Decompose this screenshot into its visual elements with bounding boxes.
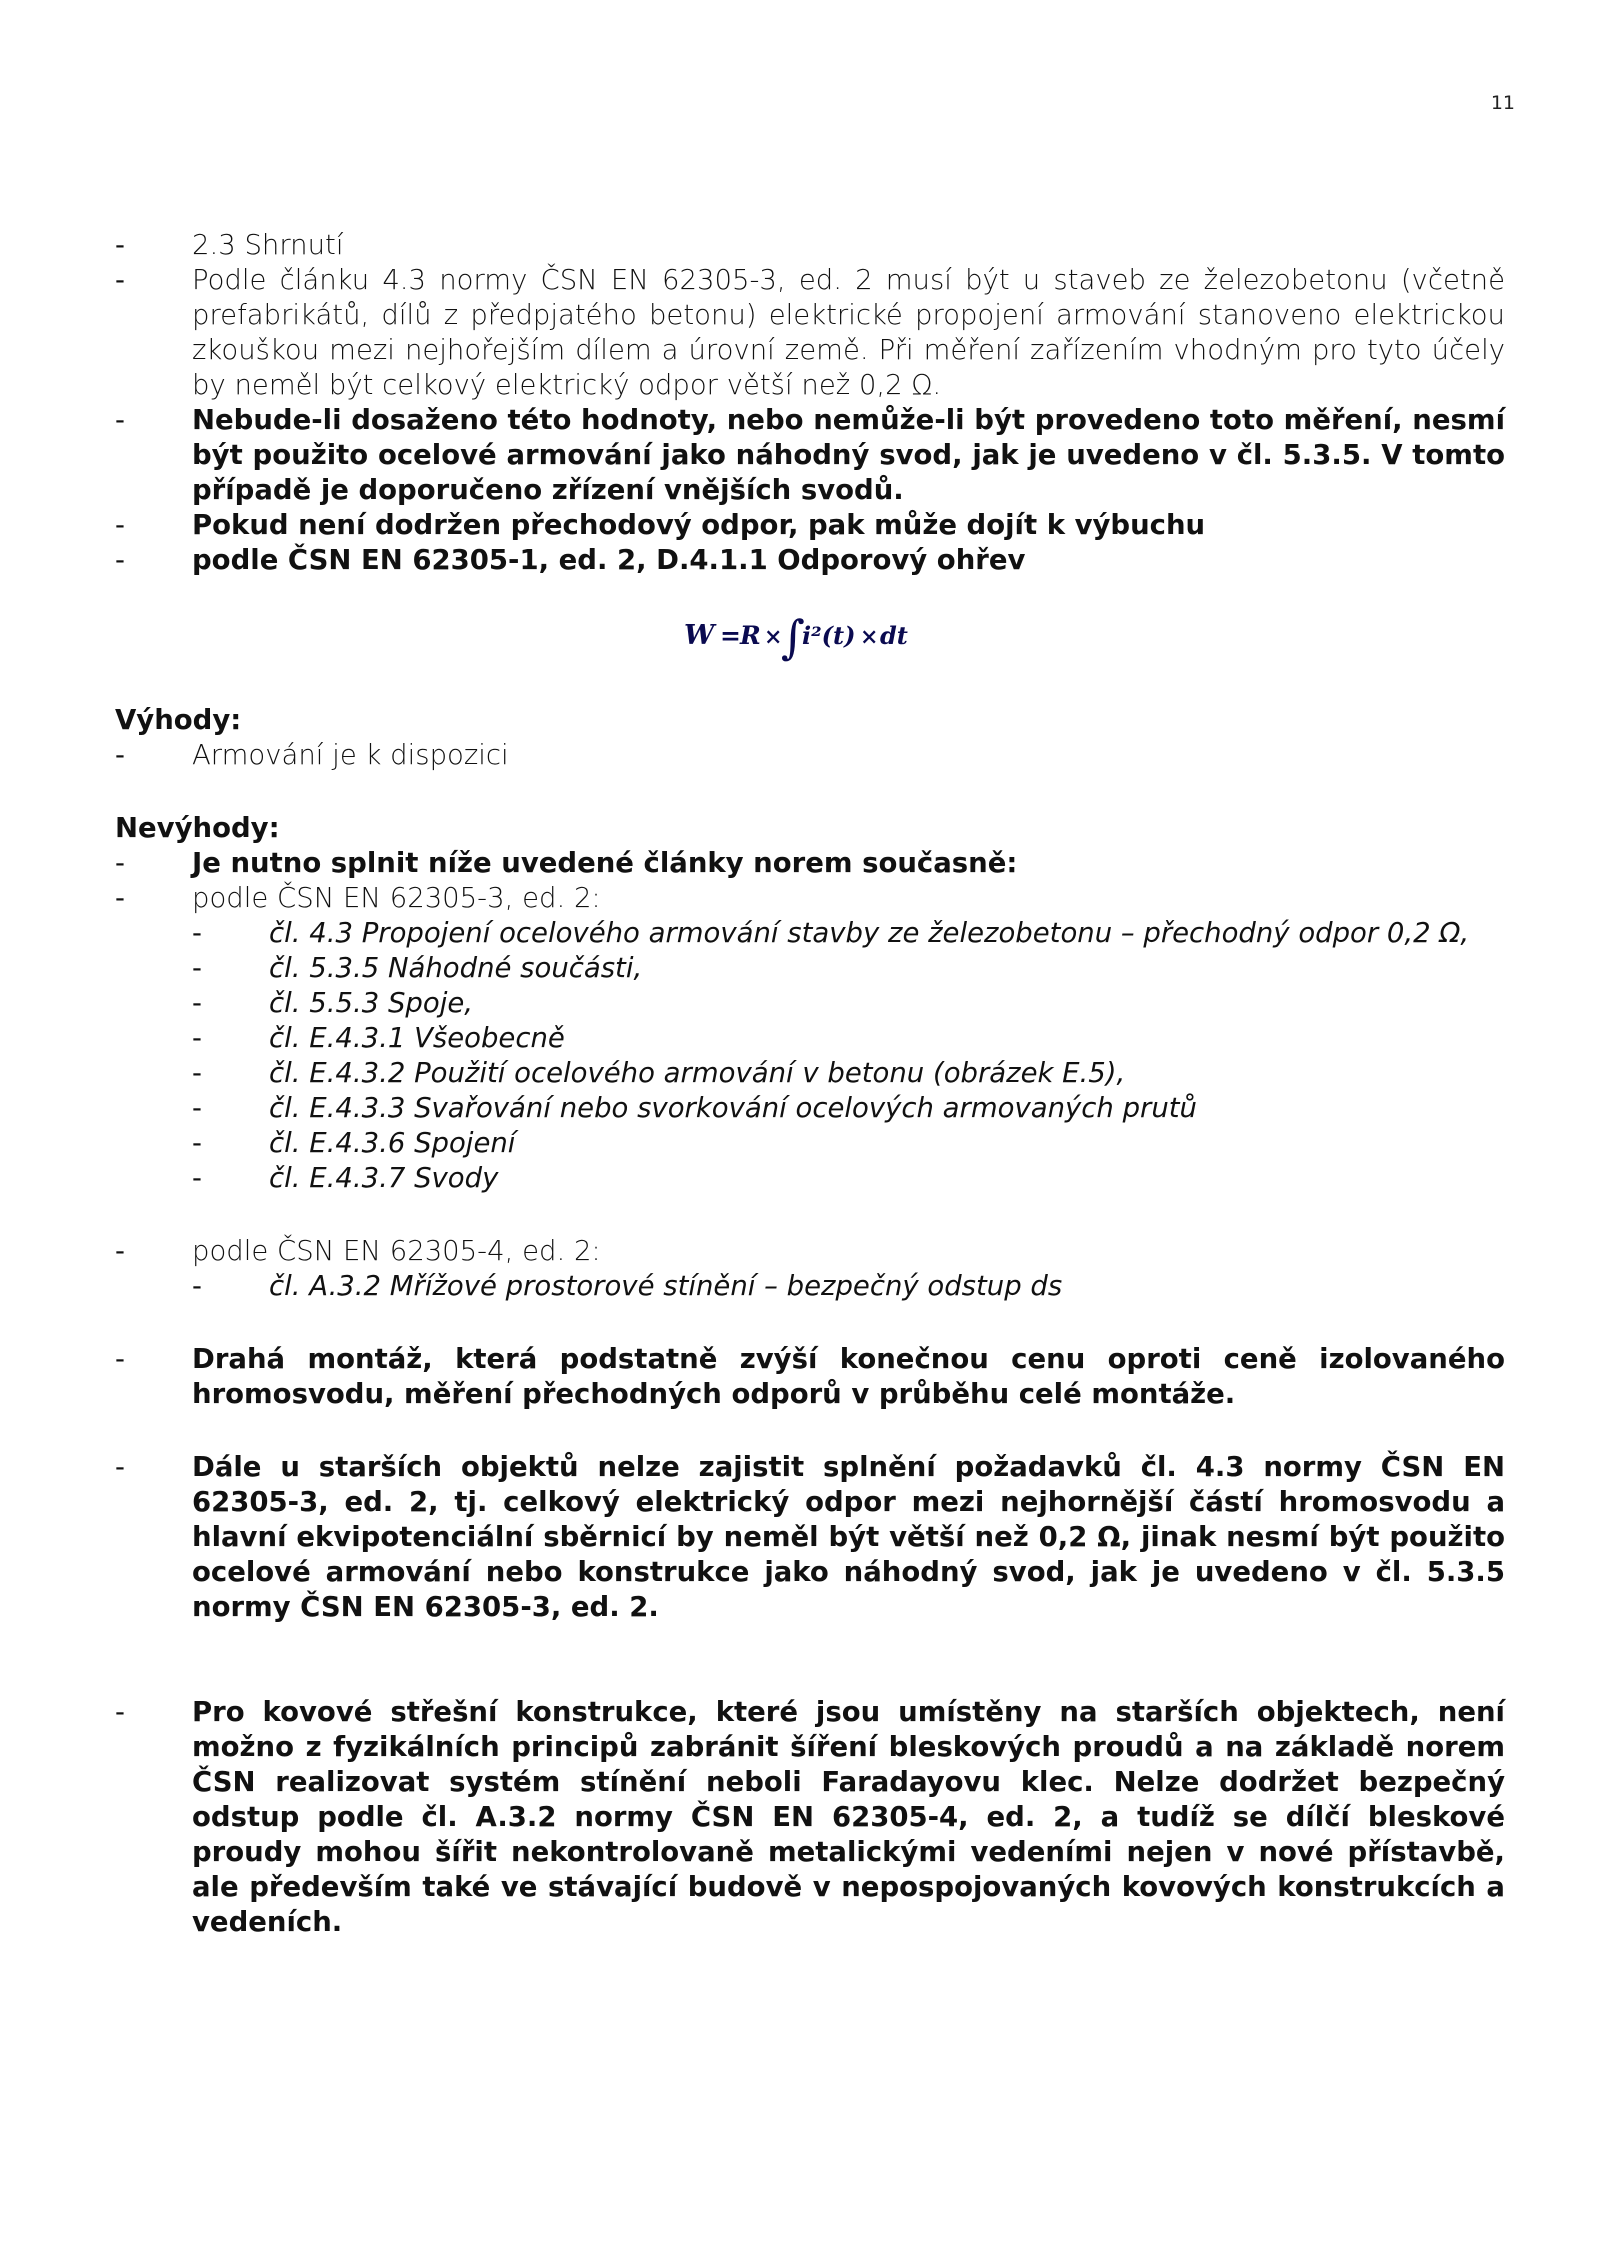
list-dash: - — [115, 544, 125, 576]
sub-list-item — [115, 1161, 1505, 1196]
list-dash: - — [115, 847, 125, 879]
section-title: 2.3 Shrnutí — [192, 229, 344, 261]
formula-r: R — [740, 621, 761, 650]
list-dash: - — [192, 1270, 202, 1302]
list-item — [115, 543, 1505, 578]
disadvantages-intro: Je nutno splnit níže uvedené články norem současně: — [192, 847, 1018, 879]
list-item — [115, 508, 1505, 543]
paragraph-resistive-heating: podle ČSN EN 62305-1, ed. 2, D.4.1.1 Odporový ohřev — [192, 544, 1026, 576]
list-dash: - — [192, 1162, 202, 1194]
list-dash: - — [192, 1022, 202, 1054]
disadvantages-heading: Nevýhody: — [115, 812, 280, 844]
sub-list-item — [115, 1269, 1505, 1304]
list-dash: - — [115, 1343, 125, 1375]
norm-3-article: čl. 4.3 Propojení ocelového armování stavby ze železobetonu – přechodný odpor 0,2 Ω, — [269, 917, 1470, 949]
formula-image — [680, 603, 940, 669]
list-item — [115, 881, 1505, 916]
sub-list-item — [115, 1056, 1505, 1091]
formula — [115, 603, 1505, 669]
list-dash: - — [192, 1057, 202, 1089]
list-item — [115, 403, 1505, 508]
list-item — [115, 738, 1505, 773]
list-dash: - — [192, 987, 202, 1019]
list-item — [115, 1450, 1505, 1625]
norm-3-article: čl. 5.5.3 Spoje, — [269, 987, 473, 1019]
paragraph-not-reached: Nebude-li dosaženo této hodnoty, nebo nemůže-li být provedeno toto měření, nesmí být použito ocelové armování jako náhodný svod, jak je uvedeno v čl. 5.3.5. V tomto případě je doporučeno zřízení vnějších svodů. — [192, 404, 1505, 506]
list-dash: - — [192, 917, 202, 949]
list-item — [115, 1695, 1505, 1940]
sub-list-item — [115, 1021, 1505, 1056]
document-body — [115, 228, 1505, 1940]
sub-list-item — [115, 916, 1505, 951]
sub-list-item — [115, 1126, 1505, 1161]
norm-3-article: čl. E.4.3.7 Svody — [269, 1162, 499, 1194]
list-item — [115, 846, 1505, 881]
formula-equals: = — [720, 621, 741, 650]
paragraph-expensive-installation: Drahá montáž, která podstatně zvýší konečnou cenu oproti ceně izolovaného hromosvodu, měření přechodných odporů v průběhu celé montáže. — [192, 1343, 1505, 1410]
page-number: 11 — [1490, 92, 1515, 114]
list-dash: - — [115, 1696, 125, 1728]
norm-3-article: čl. E.4.3.2 Použití ocelového armování v betonu (obrázek E.5), — [269, 1057, 1126, 1089]
list-dash: - — [115, 1451, 125, 1483]
formula-integral: ∫ — [781, 610, 805, 664]
paragraph-explosion: Pokud není dodržen přechodový odpor, pak může dojít k výbuchu — [192, 509, 1206, 541]
list-dash: - — [115, 264, 125, 296]
sub-list-item — [115, 986, 1505, 1021]
formula-times: × — [764, 624, 783, 650]
list-dash: - — [192, 952, 202, 984]
list-dash: - — [115, 404, 125, 436]
list-dash: - — [115, 509, 125, 541]
formula-lhs: W — [684, 620, 715, 651]
norm-3-article: čl. E.4.3.1 Všeobecně — [269, 1022, 565, 1054]
list-dash: - — [115, 739, 125, 771]
sub-list-item — [115, 951, 1505, 986]
advantage-item: Armování je k dispozici — [192, 739, 509, 771]
formula-times: × — [860, 624, 879, 650]
norm-3-article: čl. 5.3.5 Náhodné součásti, — [269, 952, 643, 984]
list-item — [115, 1342, 1505, 1412]
list-item — [115, 1234, 1505, 1269]
list-dash: - — [192, 1092, 202, 1124]
norm-3-article: čl. E.4.3.6 Spojení — [269, 1127, 516, 1159]
advantages-heading: Výhody: — [115, 704, 242, 736]
list-dash: - — [115, 1235, 125, 1267]
norm-4-label: podle ČSN EN 62305-4, ed. 2: — [192, 1235, 601, 1267]
paragraph-article-4-3: Podle článku 4.3 normy ČSN EN 62305-3, ed. 2 musí být u staveb ze železobetonu (včetně prefabrikátů, dílů z předpjatého betonu) elektrické propojení armování stanoveno elektrickou zkouškou mezi nejhořejším dílem a úrovní země. Při měření zařízením vhodným pro tyto účely by neměl být celkový elektrický odpor větší než 0,2 Ω. — [192, 264, 1505, 401]
norm-4-article: čl. A.3.2 Mřížové prostorové stínění – bezpečný odstup ds — [269, 1270, 1063, 1302]
list-item — [115, 228, 1505, 263]
list-dash: - — [115, 229, 125, 261]
norm-3-article: čl. E.4.3.3 Svařování nebo svorkování ocelových armovaných prutů — [269, 1092, 1197, 1124]
list-dash: - — [192, 1127, 202, 1159]
list-dash: - — [115, 882, 125, 914]
paragraph-older-buildings: Dále u starších objektů nelze zajistit splnění požadavků čl. 4.3 normy ČSN EN 62305-3, ed. 2, tj. celkový elektrický odpor mezi nejhornější částí hromosvodu a hlavní ekvipotenciální sběrnicí by neměl být větší než 0,2 Ω, jinak nesmí být použito ocelové armování nebo konstrukce jako náhodný svod, jak je uvedeno v čl. 5.3.5 normy ČSN EN 62305-3, ed. 2. — [192, 1451, 1505, 1623]
norm-3-label: podle ČSN EN 62305-3, ed. 2: — [192, 882, 601, 914]
sub-list-item — [115, 1091, 1505, 1126]
formula-integrand: i²(t) — [802, 621, 856, 650]
formula-dt: dt — [880, 621, 908, 650]
paragraph-metal-roof: Pro kovové střešní konstrukce, které jsou umístěny na starších objektech, není možno z fyzikálních principů zabránit šíření bleskových proudů a na základě norem ČSN realizovat systém stínění neboli Faradayovu klec. Nelze dodržet bezpečný odstup podle čl. A.3.2 normy ČSN EN 62305-4, ed. 2, a tudíž se dílčí bleskové proudy mohou šířit nekontrolovaně metalickými vedeními nejen v nové přístavbě, ale především také ve stávající budově v nepospojovaných kovových konstrukcích a vedeních. — [192, 1696, 1505, 1938]
list-item — [115, 263, 1505, 403]
